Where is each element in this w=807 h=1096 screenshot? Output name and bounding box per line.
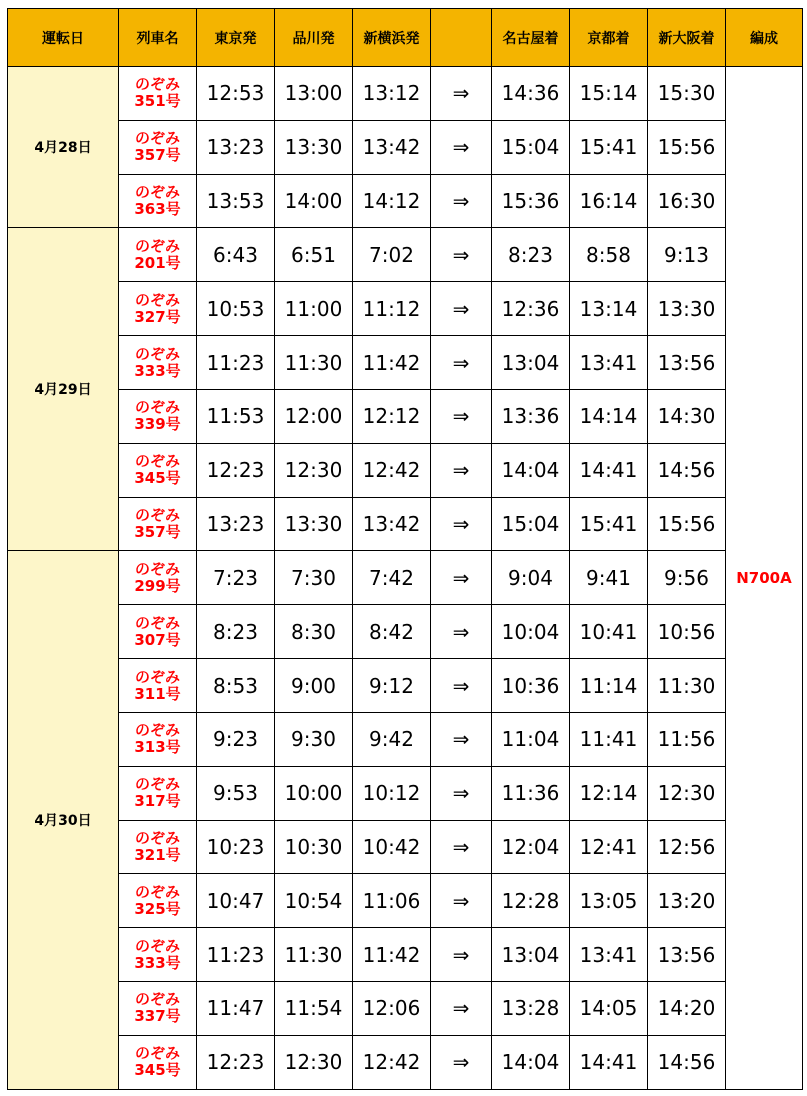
shin-yokohama-departure: 12:06 [353, 982, 431, 1036]
train-type: のぞみ [134, 613, 180, 632]
arrow-icon: ⇒ [431, 605, 492, 659]
train-number: 351号 [134, 92, 181, 111]
table-row [8, 605, 803, 659]
nagoya-arrival: 13:04 [492, 336, 570, 390]
header-shin-yokohama: 新横浜発 [353, 9, 431, 67]
table-row [8, 443, 803, 497]
table-row [8, 874, 803, 928]
shin-osaka-arrival: 9:56 [648, 551, 726, 605]
shin-osaka-arrival: 12:56 [648, 820, 726, 874]
nagoya-arrival: 12:04 [492, 820, 570, 874]
train-number: 327号 [134, 307, 181, 326]
shin-yokohama-departure: 11:42 [353, 928, 431, 982]
table-row [8, 766, 803, 820]
header-nagoya: 名古屋着 [492, 9, 570, 67]
train-number: 345号 [134, 1061, 181, 1080]
train-type: のぞみ [134, 452, 180, 471]
train-type: のぞみ [134, 829, 180, 847]
arrow-icon: ⇒ [431, 766, 492, 820]
tokyo-departure: 8:23 [197, 605, 275, 659]
arrow-icon: ⇒ [431, 389, 492, 443]
shinagawa-departure: 11:00 [275, 282, 353, 336]
arrow-icon: ⇒ [431, 928, 492, 982]
tokyo-departure: 11:23 [197, 336, 275, 390]
kyoto-arrival: 8:58 [570, 228, 648, 282]
train-number: 337号 [134, 1007, 181, 1026]
train-number: 325号 [134, 899, 181, 918]
tokyo-departure: 10:53 [197, 282, 275, 336]
train-name [119, 336, 197, 390]
tokyo-departure: 12:53 [197, 67, 275, 121]
train-name [119, 605, 197, 659]
table-row [8, 712, 803, 766]
nagoya-arrival: 10:36 [492, 659, 570, 713]
header-arrow [431, 9, 492, 67]
shin-osaka-arrival: 15:56 [648, 120, 726, 174]
shin-yokohama-departure: 7:02 [353, 228, 431, 282]
header-tokyo: 東京発 [197, 9, 275, 67]
nagoya-arrival: 14:04 [492, 443, 570, 497]
header-train: 列車名 [119, 9, 197, 67]
shin-osaka-arrival: 10:56 [648, 605, 726, 659]
nagoya-arrival: 15:36 [492, 174, 570, 228]
train-type: のぞみ [134, 506, 180, 525]
train-type: のぞみ [134, 129, 180, 148]
shin-yokohama-departure: 12:12 [353, 389, 431, 443]
timetable-body [8, 67, 803, 1090]
header-kyoto: 京都着 [570, 9, 648, 67]
nagoya-arrival: 13:28 [492, 982, 570, 1036]
header-formation: 編成 [726, 9, 803, 67]
train-type: のぞみ [134, 236, 180, 255]
shin-yokohama-departure: 8:42 [353, 605, 431, 659]
nagoya-arrival: 9:04 [492, 551, 570, 605]
shinagawa-departure: 6:51 [275, 228, 353, 282]
arrow-icon: ⇒ [431, 120, 492, 174]
train-name [119, 874, 197, 928]
timetable [7, 8, 803, 1090]
tokyo-departure: 11:53 [197, 389, 275, 443]
shin-osaka-arrival: 15:30 [648, 67, 726, 121]
tokyo-departure: 9:23 [197, 712, 275, 766]
train-type: のぞみ [134, 398, 180, 417]
shinagawa-departure: 14:00 [275, 174, 353, 228]
train-number: 299号 [134, 576, 181, 595]
train-number: 333号 [134, 361, 181, 380]
train-number: 311号 [134, 684, 181, 703]
kyoto-arrival: 11:41 [570, 712, 648, 766]
header-row [8, 9, 803, 67]
train-name [119, 820, 197, 874]
run-date: 4月30日 [8, 551, 119, 1090]
train-type: のぞみ [134, 721, 180, 740]
train-name [119, 228, 197, 282]
shin-yokohama-departure: 10:42 [353, 820, 431, 874]
train-name [119, 551, 197, 605]
table-row [8, 282, 803, 336]
arrow-icon: ⇒ [431, 443, 492, 497]
train-name [119, 1035, 197, 1089]
run-date: 4月28日 [8, 67, 119, 228]
shin-yokohama-departure: 11:42 [353, 336, 431, 390]
kyoto-arrival: 13:05 [570, 874, 648, 928]
nagoya-arrival: 14:04 [492, 1035, 570, 1089]
train-number: 333号 [134, 953, 181, 972]
shin-yokohama-departure: 9:42 [353, 712, 431, 766]
kyoto-arrival: 14:41 [570, 1035, 648, 1089]
arrow-icon: ⇒ [431, 228, 492, 282]
shin-yokohama-departure: 14:12 [353, 174, 431, 228]
train-type: のぞみ [134, 344, 180, 363]
nagoya-arrival: 10:04 [492, 605, 570, 659]
train-name [119, 982, 197, 1036]
kyoto-arrival: 16:14 [570, 174, 648, 228]
train-number: 321号 [134, 846, 181, 864]
shin-osaka-arrival: 14:30 [648, 389, 726, 443]
table-row [8, 389, 803, 443]
nagoya-arrival: 15:04 [492, 120, 570, 174]
train-name [119, 766, 197, 820]
header-shinagawa: 品川発 [275, 9, 353, 67]
train-name [119, 67, 197, 121]
shin-osaka-arrival: 15:56 [648, 497, 726, 551]
kyoto-arrival: 14:14 [570, 389, 648, 443]
train-type: のぞみ [134, 75, 180, 94]
nagoya-arrival: 11:36 [492, 766, 570, 820]
shinagawa-departure: 11:54 [275, 982, 353, 1036]
tokyo-departure: 9:53 [197, 766, 275, 820]
kyoto-arrival: 13:41 [570, 928, 648, 982]
shinagawa-departure: 13:30 [275, 497, 353, 551]
arrow-icon: ⇒ [431, 67, 492, 121]
shin-yokohama-departure: 13:12 [353, 67, 431, 121]
tokyo-departure: 10:23 [197, 820, 275, 874]
arrow-icon: ⇒ [431, 336, 492, 390]
arrow-icon: ⇒ [431, 820, 492, 874]
train-name [119, 389, 197, 443]
train-number: 201号 [134, 253, 181, 272]
table-row [8, 659, 803, 713]
table-row [8, 982, 803, 1036]
nagoya-arrival: 13:36 [492, 389, 570, 443]
arrow-icon: ⇒ [431, 712, 492, 766]
shin-yokohama-departure: 12:42 [353, 443, 431, 497]
kyoto-arrival: 14:05 [570, 982, 648, 1036]
kyoto-arrival: 13:14 [570, 282, 648, 336]
table-row [8, 67, 803, 121]
nagoya-arrival: 12:36 [492, 282, 570, 336]
shin-yokohama-departure: 11:06 [353, 874, 431, 928]
train-type: のぞみ [134, 1044, 180, 1063]
tokyo-departure: 11:23 [197, 928, 275, 982]
shin-yokohama-departure: 11:12 [353, 282, 431, 336]
train-name [119, 928, 197, 982]
header-date: 運転日 [8, 9, 119, 67]
shinagawa-departure: 10:00 [275, 766, 353, 820]
train-type: のぞみ [134, 290, 180, 309]
train-name [119, 497, 197, 551]
kyoto-arrival: 13:41 [570, 336, 648, 390]
kyoto-arrival: 15:14 [570, 67, 648, 121]
train-name [119, 120, 197, 174]
nagoya-arrival: 8:23 [492, 228, 570, 282]
train-number: 313号 [134, 738, 181, 757]
table-row [8, 228, 803, 282]
shin-osaka-arrival: 11:56 [648, 712, 726, 766]
kyoto-arrival: 15:41 [570, 497, 648, 551]
tokyo-departure: 10:47 [197, 874, 275, 928]
nagoya-arrival: 11:04 [492, 712, 570, 766]
train-number: 357号 [134, 523, 181, 542]
arrow-icon: ⇒ [431, 874, 492, 928]
shin-yokohama-departure: 12:42 [353, 1035, 431, 1089]
tokyo-departure: 8:53 [197, 659, 275, 713]
train-type: のぞみ [134, 667, 180, 686]
train-number: 307号 [134, 630, 181, 649]
shin-osaka-arrival: 13:20 [648, 874, 726, 928]
shin-osaka-arrival: 13:30 [648, 282, 726, 336]
shin-yokohama-departure: 7:42 [353, 551, 431, 605]
shin-yokohama-departure: 13:42 [353, 120, 431, 174]
shinagawa-departure: 13:00 [275, 67, 353, 121]
shin-yokohama-departure: 9:12 [353, 659, 431, 713]
kyoto-arrival: 12:14 [570, 766, 648, 820]
shinagawa-departure: 9:00 [275, 659, 353, 713]
train-name [119, 443, 197, 497]
train-type: のぞみ [134, 559, 180, 578]
shin-osaka-arrival: 14:56 [648, 1035, 726, 1089]
kyoto-arrival: 10:41 [570, 605, 648, 659]
table-row [8, 820, 803, 874]
shinagawa-departure: 12:30 [275, 443, 353, 497]
train-number: 345号 [134, 469, 181, 488]
train-number: 317号 [134, 792, 181, 811]
train-type: のぞみ [134, 775, 180, 794]
kyoto-arrival: 9:41 [570, 551, 648, 605]
arrow-icon: ⇒ [431, 659, 492, 713]
kyoto-arrival: 11:14 [570, 659, 648, 713]
train-name [119, 659, 197, 713]
shin-osaka-arrival: 9:13 [648, 228, 726, 282]
tokyo-departure: 12:23 [197, 443, 275, 497]
train-type: のぞみ [134, 183, 180, 202]
tokyo-departure: 12:23 [197, 1035, 275, 1089]
formation: N700A [726, 67, 803, 1090]
shin-osaka-arrival: 14:20 [648, 982, 726, 1036]
shinagawa-departure: 10:30 [275, 820, 353, 874]
shinagawa-departure: 13:30 [275, 120, 353, 174]
shin-osaka-arrival: 16:30 [648, 174, 726, 228]
arrow-icon: ⇒ [431, 282, 492, 336]
shin-osaka-arrival: 11:30 [648, 659, 726, 713]
shinagawa-departure: 11:30 [275, 336, 353, 390]
train-name [119, 282, 197, 336]
tokyo-departure: 6:43 [197, 228, 275, 282]
shinagawa-departure: 7:30 [275, 551, 353, 605]
table-row [8, 336, 803, 390]
shin-yokohama-departure: 13:42 [353, 497, 431, 551]
tokyo-departure: 11:47 [197, 982, 275, 1036]
table-row [8, 174, 803, 228]
kyoto-arrival: 12:41 [570, 820, 648, 874]
arrow-icon: ⇒ [431, 982, 492, 1036]
shinagawa-departure: 12:30 [275, 1035, 353, 1089]
shinagawa-departure: 9:30 [275, 712, 353, 766]
table-row [8, 497, 803, 551]
train-type: のぞみ [134, 990, 180, 1009]
tokyo-departure: 13:53 [197, 174, 275, 228]
nagoya-arrival: 15:04 [492, 497, 570, 551]
shinagawa-departure: 11:30 [275, 928, 353, 982]
train-type: のぞみ [134, 936, 180, 955]
shinagawa-departure: 10:54 [275, 874, 353, 928]
arrow-icon: ⇒ [431, 497, 492, 551]
train-number: 363号 [134, 200, 181, 219]
table-row [8, 928, 803, 982]
arrow-icon: ⇒ [431, 1035, 492, 1089]
table-row [8, 120, 803, 174]
tokyo-departure: 7:23 [197, 551, 275, 605]
train-type: のぞみ [134, 882, 180, 901]
kyoto-arrival: 15:41 [570, 120, 648, 174]
shin-osaka-arrival: 13:56 [648, 336, 726, 390]
shin-osaka-arrival: 14:56 [648, 443, 726, 497]
arrow-icon: ⇒ [431, 551, 492, 605]
arrow-icon: ⇒ [431, 174, 492, 228]
train-number: 357号 [134, 146, 181, 165]
table-row [8, 1035, 803, 1089]
train-name [119, 712, 197, 766]
run-date: 4月29日 [8, 228, 119, 551]
shinagawa-departure: 8:30 [275, 605, 353, 659]
nagoya-arrival: 13:04 [492, 928, 570, 982]
header-shin-osaka: 新大阪着 [648, 9, 726, 67]
train-name [119, 174, 197, 228]
tokyo-departure: 13:23 [197, 497, 275, 551]
shin-osaka-arrival: 12:30 [648, 766, 726, 820]
shin-yokohama-departure: 10:12 [353, 766, 431, 820]
shinagawa-departure: 12:00 [275, 389, 353, 443]
table-row [8, 551, 803, 605]
kyoto-arrival: 14:41 [570, 443, 648, 497]
shin-osaka-arrival: 13:56 [648, 928, 726, 982]
train-number: 339号 [134, 415, 181, 434]
tokyo-departure: 13:23 [197, 120, 275, 174]
nagoya-arrival: 14:36 [492, 67, 570, 121]
nagoya-arrival: 12:28 [492, 874, 570, 928]
